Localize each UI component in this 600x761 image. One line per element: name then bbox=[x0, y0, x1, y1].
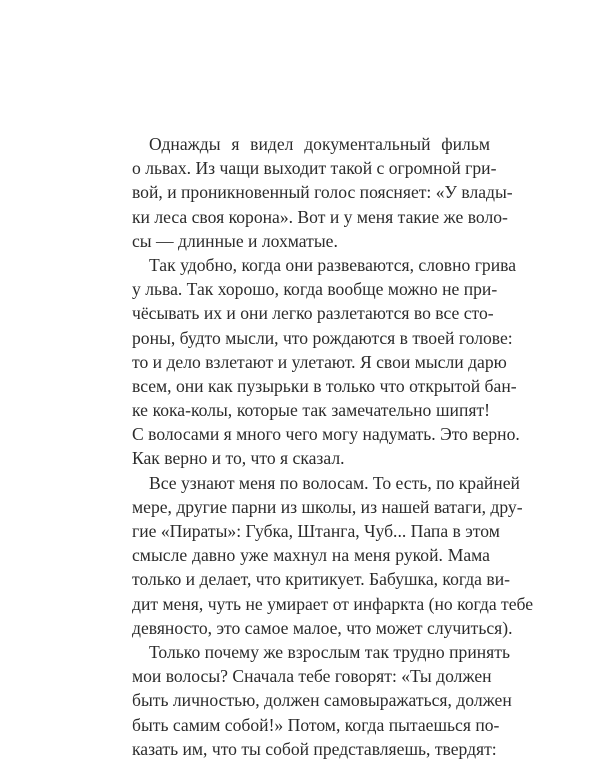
text-line: казать им, что ты собой представляешь, твердят: bbox=[132, 738, 497, 759]
text-line: сы — длинные и лохматые. bbox=[132, 230, 338, 251]
text-line: то и дело взлетают и улетают. Я свои мысли дарю bbox=[132, 351, 507, 372]
text-line: Однажды я видел документальный фильм bbox=[149, 134, 490, 154]
paragraph bbox=[132, 132, 513, 253]
text-line: роны, будто мысли, что рождаются в твоей голове: bbox=[132, 327, 513, 348]
paragraph bbox=[132, 253, 520, 471]
text-line: Так удобно, когда они развеваются, словно грива bbox=[149, 254, 517, 275]
text-line: быть самим собой!» Потом, когда пытаешься по- bbox=[132, 714, 500, 735]
text-line: мере, другие парни из школы, из нашей ватаги, дру- bbox=[132, 496, 523, 517]
text-line: вой, и проникновенный голос поясняет: «У влады- bbox=[132, 182, 513, 203]
text-line: С волосами я много чего могу надумать. Это верно. bbox=[132, 424, 520, 445]
text-line: только и делает, что критикует. Бабушка, когда ви- bbox=[132, 569, 510, 590]
text-line: девяносто, это самое малое, что может случиться). bbox=[132, 617, 513, 638]
text-line: ки леса своя корона». Вот и у меня такие же воло- bbox=[132, 206, 508, 227]
paragraph bbox=[132, 471, 534, 640]
text-line: дит меня, чуть не умирает от инфаркта (но когда тебе bbox=[132, 593, 534, 614]
text-line: мои волосы? Сначала тебе говорят: «Ты должен bbox=[132, 666, 492, 687]
text-line: ке кока-колы, которые так замечательно шипят! bbox=[132, 400, 490, 421]
paragraph bbox=[132, 640, 512, 761]
text-line: быть личностью, должен самовыражаться, должен bbox=[132, 690, 512, 711]
text-line: у льва. Так хорошо, когда вообще можно не при- bbox=[132, 279, 498, 300]
text-line: чёсывать их и они легко разлетаются во все сто- bbox=[132, 303, 494, 324]
text-line: Все узнают меня по волосам. То есть, по крайней bbox=[149, 472, 520, 493]
text-line: Только почему же взрослым так трудно принять bbox=[149, 641, 510, 662]
text-line: всем, они как пузырьки в только что открытой бан- bbox=[132, 375, 517, 396]
body-text bbox=[132, 132, 534, 761]
text-line: о львах. Из чащи выходит такой с огромной гри- bbox=[132, 158, 497, 179]
text-line: гие «Пираты»: Губка, Штанга, Чуб... Папа в этом bbox=[132, 521, 500, 541]
text-line: смысле давно уже махнул на меня рукой. Мама bbox=[132, 545, 490, 566]
text-line: Как верно и то, что я сказал. bbox=[132, 448, 345, 469]
